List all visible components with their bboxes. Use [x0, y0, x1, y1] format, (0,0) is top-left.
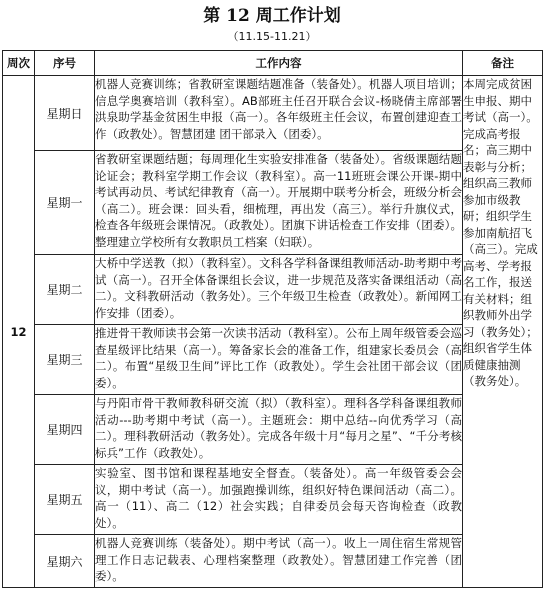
day-label: 星期四	[35, 395, 95, 465]
table-row	[3, 395, 543, 465]
day-label: 星期日	[35, 76, 95, 151]
day-label: 星期三	[35, 325, 95, 395]
table-row	[3, 255, 543, 325]
page-title: 第 12 周工作计划	[203, 6, 341, 26]
table-row	[3, 465, 543, 535]
day-content: 与丹阳市骨干教师教科研交流（拟）（教科室）。理科各学科备课组教师活动---助考期中考试（高一）。主题班会：期中总结--向优秀学习（高二）。理科教研活动（教务处）。完成各年级十月“每月之星”、“千分考核标兵”工作（政教处）。	[95, 395, 463, 465]
week-number-cell: 12	[3, 76, 35, 588]
table-row	[3, 535, 543, 588]
column-header-content: 工作内容	[95, 51, 463, 76]
day-content: 机器人竞赛训练（装备处）。期中考试（高一）。收上一周住宿生常规管理工作日志记载表、心理档案整理（政教处）。智慧团建工作完善（团委）。	[95, 535, 463, 588]
day-content: 实验室、图书馆和课程基地安全督查。（装备处）。高一年级管委会会议，期中考试（高一）。加强跑操训练，组织好特色课间活动（高二）。高一（11）、高二（12）社会实践；自律委员会每天咨询检查（政教处）。	[95, 465, 463, 535]
column-header-seq: 序号	[35, 51, 95, 76]
day-label: 星期六	[35, 535, 95, 588]
day-label: 星期二	[35, 255, 95, 325]
column-header-week: 周次	[3, 51, 35, 76]
column-header-note: 备注	[463, 51, 543, 76]
day-content: 大桥中学送教（拟）（教科室）。文科各学科备课组教师活动-助考期中考试（高一）。召开全体备课组长会议，进一步规范及落实备课组活动（高二）。文科教研活动（教务处）。三个年级卫生检查（政教处）。新闻网工作安排（团委）。	[95, 255, 463, 325]
note-cell: 本周完成贫困生申报、期中考试（高一）。完成高考报名；高三期中表彰与分析；组织高三教师参加市级教研；组织学生参加南航招飞（高三）。完成高考、学考报名工作，报送有关材料；组织教师外出学习（教务处）；组织省学生体质健康抽测（教务处）。	[463, 76, 543, 588]
date-range: （11.15-11.21）	[227, 30, 317, 43]
day-label: 星期五	[35, 465, 95, 535]
table-row	[3, 76, 543, 151]
day-content: 省教研室课题结题；每周理化生实验安排准备（装备处）。省级课题结题论证会；教科室学期工作会议（教科室）。高一11班班会课公开课-期中考试再动员、考试纪律教育（高一）。开展期中联考分析会，班级分析会（高二）。班会课：回头看，细梳理，再出发（高三）。举行升旗仪式，检查各年级班会课情况。（政教处）。团旗下讲话检查工作安排（团委）。整理建立学校所有女教职员工档案（妇联）。	[95, 151, 463, 255]
weekly-plan-table	[2, 50, 543, 588]
table-row	[3, 325, 543, 395]
table-row	[3, 151, 543, 255]
day-content: 推进骨干教师读书会第一次读书活动（教科室）。公布上周年级管委会巡查星级评比结果（高一）。筹备家长会的准备工作，组建家长委员会（高二）。布置“星级卫生间”评比工作（政教处）。学生会社团干部会议（团委）。	[95, 325, 463, 395]
day-content: 机器人竞赛训练；省教研室课题结题准备（装备处）。机器人项目培训；信息学奥赛培训（教科室）。AB部班主任召开联合会议-杨晓倩主席部署洪泉助学基金贫困生申报（高一）。各年级班主任会议，布置创建迎查工作（政教处）。智慧团建 团干部录入（团委）。	[95, 76, 463, 151]
table-header-row	[3, 51, 543, 76]
day-label: 星期一	[35, 151, 95, 255]
